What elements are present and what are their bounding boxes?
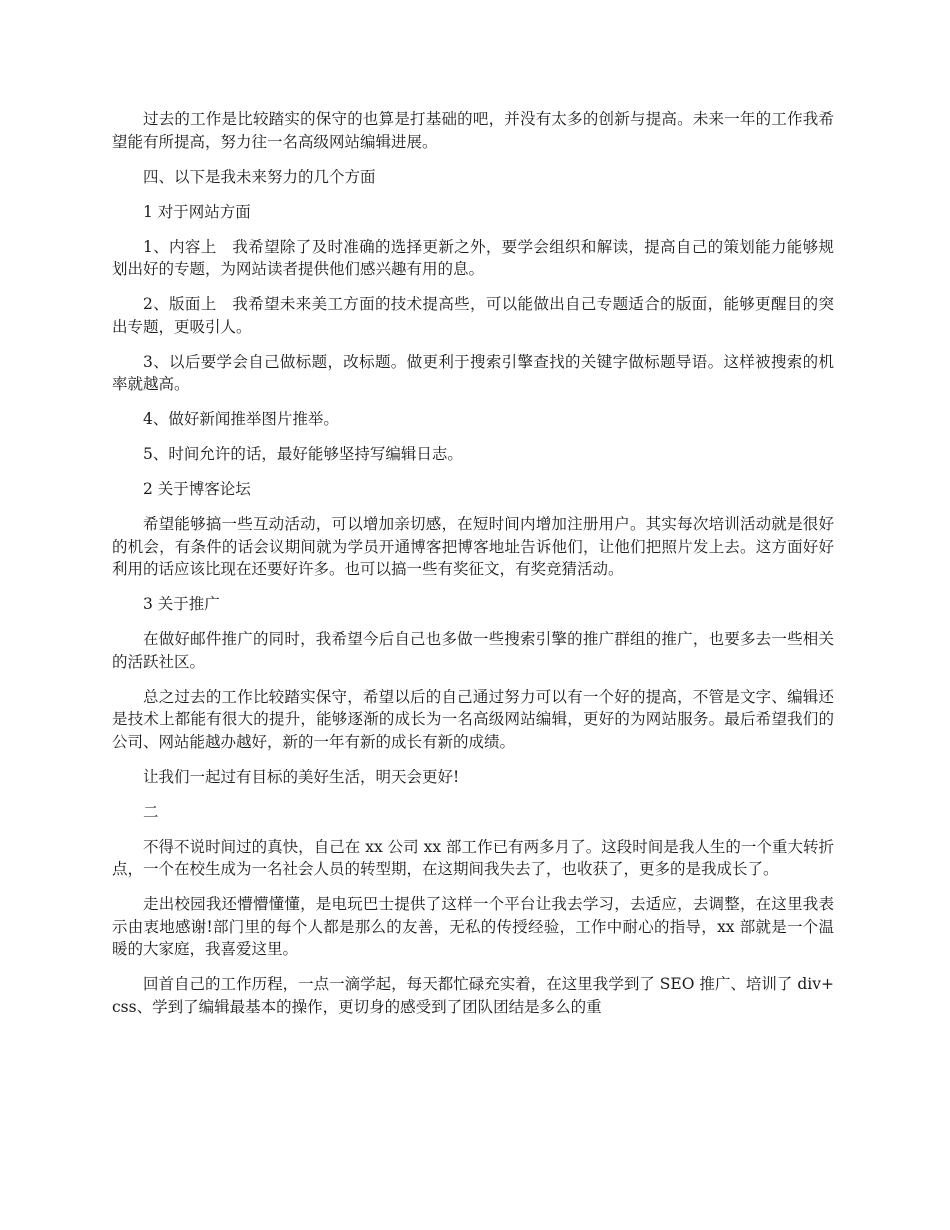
paragraph: 希望能够搞一些互动活动，可以增加亲切感，在短时间内增加注册用户。其实每次培训活动就是很好的机会，有条件的话会议期间就为学员开通博客把博客地址告诉他们，让他们把照片发上去。这方面好好利用的话应该比现在还要好许多。也可以搞一些有奖征文，有奖竞猜活动。 xyxy=(112,515,834,578)
paragraph: 过去的工作是比较踏实的保守的也算是打基础的吧，并没有太多的创新与提高。未来一年的工作我希望能有所提高，努力往一名高级网站编辑进展。 xyxy=(112,110,834,151)
paragraph: 回首自己的工作历程，一点一滴学起，每天都忙碌充实着，在这里我学到了 SEO 推广、培训了 div+css、学到了编辑最基本的操作，更切身的感受到了团队团结是多么的重 xyxy=(112,975,834,1016)
section-heading: 四、以下是我未来努力的几个方面 xyxy=(143,167,376,186)
subsection-heading: 2 关于博客论坛 xyxy=(143,480,251,498)
subsection-heading: 3 关于推广 xyxy=(143,595,220,613)
list-item: 4、做好新闻推举图片推举。 xyxy=(143,410,339,428)
subsection-heading: 1 对于网站方面 xyxy=(143,202,251,221)
list-item: 3、以后要学会自己做标题，改标题。做更利于搜索引擎查找的关键字做标题导语。这样被搜索的机率就越高。 xyxy=(112,352,834,393)
list-item: 2、版面上 我希望未来美工方面的技术提高些，可以能做出自己专题适合的版面，能够更醒目的突出专题，更吸引人。 xyxy=(112,295,834,336)
paragraph: 让我们一起过有目标的美好生活，明天会更好! xyxy=(143,767,460,786)
document-body xyxy=(112,108,834,1031)
paragraph: 在做好邮件推广的同时，我希望今后自己也多做一些搜索引擎的推广群组的推广，也要多去一些相关的活跃社区。 xyxy=(112,630,834,671)
list-item: 5、时间允许的话，最好能够坚持写编辑日志。 xyxy=(143,445,463,463)
list-item: 1、内容上 我希望除了及时准确的选择更新之外，要学会组织和解读，提高自己的策划能力能够规划出好的专题，为网站读者提供他们感兴趣有用的息。 xyxy=(112,237,834,278)
paragraph: 走出校园我还懵懵懂懂，是电玩巴士提供了这样一个平台让我去学习，去适应，去调整，在这里我表示由衷地感谢!部门里的每个人都是那么的友善，无私的传授经验，工作中耐心的指导，xx 部就是一个温暖的大家庭，我喜爱这里。 xyxy=(112,895,834,958)
paragraph: 不得不说时间过的真快，自己在 xx 公司 xx 部工作已有两多月了。这段时间是我人生的一个重大转折点，一个在校生成为一名社会人员的转型期，在这期间我失去了，也收获了，更多的是我成长了。 xyxy=(112,837,834,878)
section-marker: 二 xyxy=(143,802,159,821)
paragraph: 总之过去的工作比较踏实保守，希望以后的自己通过努力可以有一个好的提高，不管是文字、编辑还是技术上都能有很大的提升，能够逐渐的成长为一名高级网站编辑，更好的为网站服务。最后希望我们的公司、网站能越办越好，新的一年有新的成长有新的成绩。 xyxy=(112,687,834,751)
